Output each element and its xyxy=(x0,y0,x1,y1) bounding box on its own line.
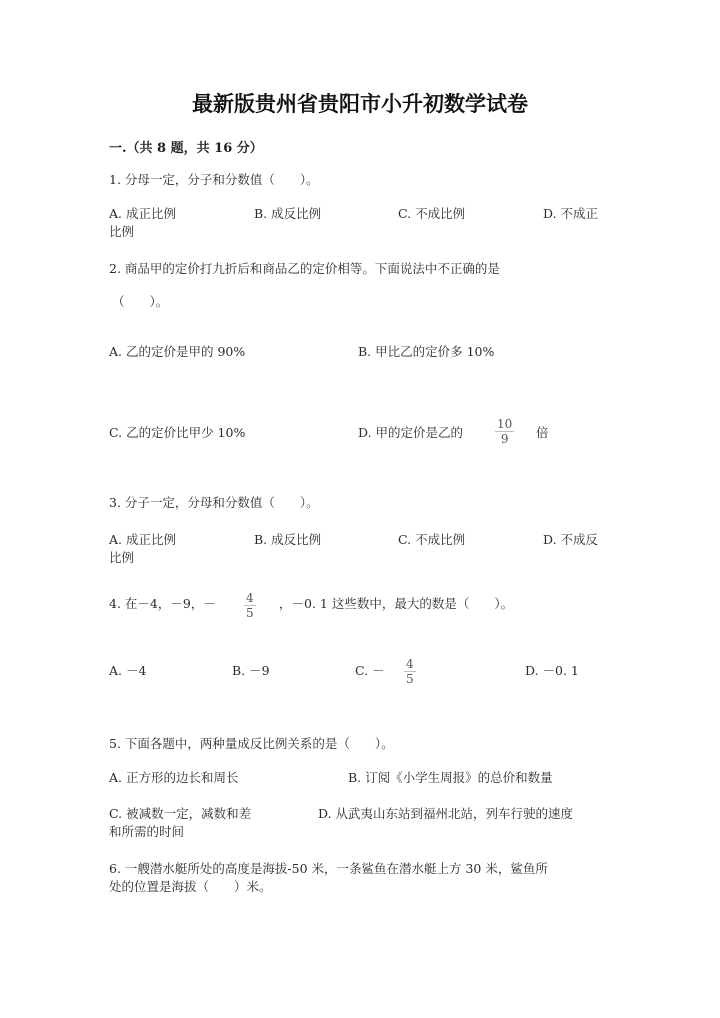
question-3-option-b: B. 成反比例 xyxy=(254,532,322,547)
page-title: 最新版贵州省贵阳市小升初数学试卷 xyxy=(192,92,528,116)
question-5-option-b: B. 订阅《小学生周报》的总价和数量 xyxy=(348,770,553,785)
question-6-text-continued: 处的位置是海拔（ ）米。 xyxy=(109,879,272,894)
question-5-text: 5. 下面各题中，两种量成反比例关系的是（ ）。 xyxy=(109,736,394,751)
fraction-denominator: 5 xyxy=(406,672,414,686)
question-6-text: 6. 一艘潜水艇所处的高度是海拔-50 米，一条鲨鱼在潜水艇上方 30 米，鲨鱼所 xyxy=(109,861,548,876)
question-3-option-a: A. 成正比例 xyxy=(109,532,176,547)
question-2-text-continued: （ ）。 xyxy=(112,294,169,309)
question-4-option-c-fraction xyxy=(404,657,416,686)
question-3-option-d-continued: 比例 xyxy=(109,550,135,565)
question-5-option-c: C. 被减数一定，减数和差 xyxy=(109,806,252,821)
question-1-option-d-continued: 比例 xyxy=(109,224,135,239)
question-2-option-d: D. 甲的定价是乙的 xyxy=(358,425,464,440)
question-4-option-b: B. －9 xyxy=(232,663,270,678)
question-1-option-c: C. 不成比例 xyxy=(398,206,466,221)
question-4-text-suffix: ，－0. 1 这些数中，最大的数是（ ）。 xyxy=(279,596,514,611)
question-3-text: 3. 分子一定，分母和分数值（ ）。 xyxy=(109,495,319,510)
question-2-option-a: A. 乙的定价是甲的 90% xyxy=(109,344,246,359)
fraction-numerator: 10 xyxy=(497,417,513,431)
question-2-option-b: B. 甲比乙的定价多 10% xyxy=(358,344,495,359)
section-heading: 一.（共 8 题，共 16 分） xyxy=(109,141,263,156)
question-5-option-d: D. 从武夷山东站到福州北站，列车行驶的速度 xyxy=(318,806,574,821)
question-2-option-d-fraction xyxy=(495,417,514,446)
question-4-text-prefix: 4. 在－4，－9，－ xyxy=(109,596,216,611)
question-1-option-d: D. 不成正 xyxy=(543,206,599,221)
question-2-option-d-suffix: 倍 xyxy=(536,425,549,440)
fraction-numerator: 4 xyxy=(406,657,414,671)
fraction-numerator: 4 xyxy=(246,591,254,605)
question-2-text: 2. 商品甲的定价打九折后和商品乙的定价相等。下面说法中不正确的是 xyxy=(109,261,500,276)
question-4-option-d: D. －0. 1 xyxy=(525,663,579,678)
question-5-option-d-continued: 和所需的时间 xyxy=(109,824,185,839)
question-4-fraction xyxy=(244,591,256,620)
question-3-option-d: D. 不成反 xyxy=(543,532,599,547)
question-2-option-c: C. 乙的定价比甲少 10% xyxy=(109,425,246,440)
question-4-option-a: A. －4 xyxy=(109,663,147,678)
question-4-option-c: C. － xyxy=(355,663,385,678)
fraction-denominator: 9 xyxy=(500,432,509,446)
question-1-option-b: B. 成反比例 xyxy=(254,206,322,221)
question-3-option-c: C. 不成比例 xyxy=(398,532,466,547)
question-5-option-a: A. 正方形的边长和周长 xyxy=(109,770,239,785)
question-1-text: 1. 分母一定，分子和分数值（ ）。 xyxy=(109,172,319,187)
question-1-option-a: A. 成正比例 xyxy=(109,206,176,221)
fraction-denominator: 5 xyxy=(246,606,254,620)
